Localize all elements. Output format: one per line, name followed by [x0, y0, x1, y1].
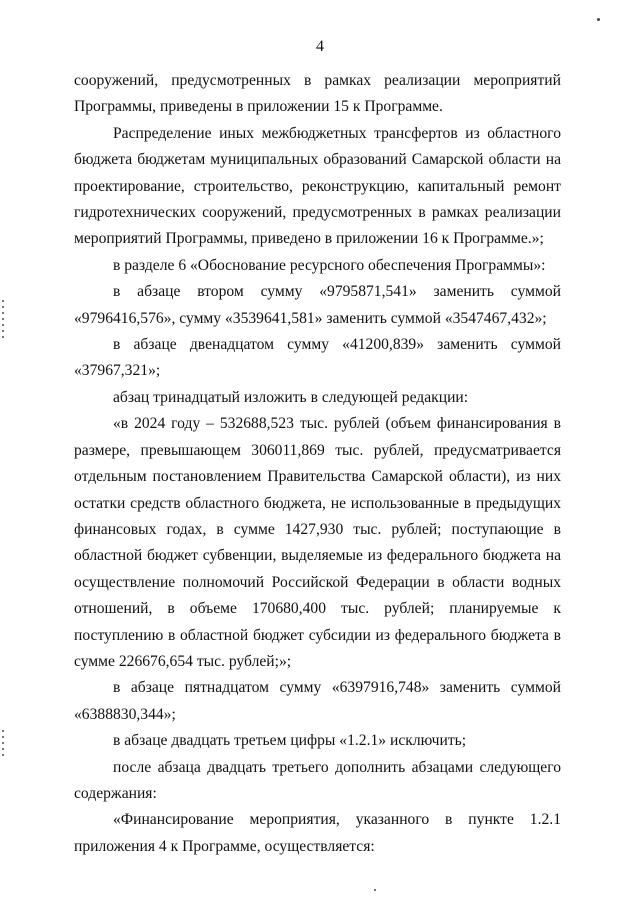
scan-edge-mark	[2, 300, 4, 340]
scan-speck	[374, 889, 376, 891]
paragraph-4: в абзаце втором сумму «9795871,541» заменить суммой «9796416,576», сумму «3539641,581» заменить суммой «3547467,432»;	[74, 283, 561, 327]
paragraph-6: абзац тринадцатый изложить в следующей редакции:	[113, 388, 469, 406]
paragraph-2: Распределение иных межбюджетных трансфертов из областного бюджета бюджетам муниципальных образований Самарской области на проектирование, строительство, реконструкцию, капитальный ремонт гидротехнических сооружений, предусмотренных в рамках реализации мероприятий Программы, приведено в приложении 16 к Программе.»;	[74, 124, 561, 248]
scan-speck	[597, 18, 600, 21]
scan-edge-mark	[2, 730, 4, 760]
paragraph-7: «в 2024 году – 532688,523 тыс. рублей (объем финансирования в размере, превышающем 306011,869 тыс. рублей, предусматривается отдельным постановлением Правительства Самарской области), из них остатки средств областного бюджета, не использованные в предыдущих финансовых годах, в сумме 1427,930 тыс. рублей; поступающие в областной бюджет субвенции, выделяемые из федерального бюджета на осуществление полномочий Российской Федерации в области водных отношений, в объеме 170680,400 тыс. рублей; планируемые к поступлению в областной бюджет субсидии из федерального бюджета в сумме 226676,654 тыс. рублей;»;	[74, 415, 561, 670]
paragraph-10: после абзаца двадцать третьего дополнить абзацами следующего содержания:	[74, 758, 561, 802]
paragraph-1: сооружений, предусмотренных в рамках реализации мероприятий Программы, приведены в приложении 15 к Программе.	[74, 72, 561, 116]
paragraph-3: в разделе 6 «Обоснование ресурсного обеспечения Программы»:	[113, 256, 546, 274]
document-body	[74, 68, 561, 860]
paragraph-8: в абзаце пятнадцатом сумму «6397916,748» заменить суммой «6388830,344»;	[74, 679, 561, 723]
paragraph-11: «Финансирование мероприятия, указанного в пункте 1.2.1 приложения 4 к Программе, осуществляется:	[74, 811, 561, 855]
page-number: 4	[316, 38, 324, 55]
paragraph-5: в абзаце двенадцатом сумму «41200,839» заменить суммой «37967,321»;	[74, 336, 561, 380]
paragraph-9: в абзаце двадцать третьем цифры «1.2.1» исключить;	[113, 732, 467, 750]
